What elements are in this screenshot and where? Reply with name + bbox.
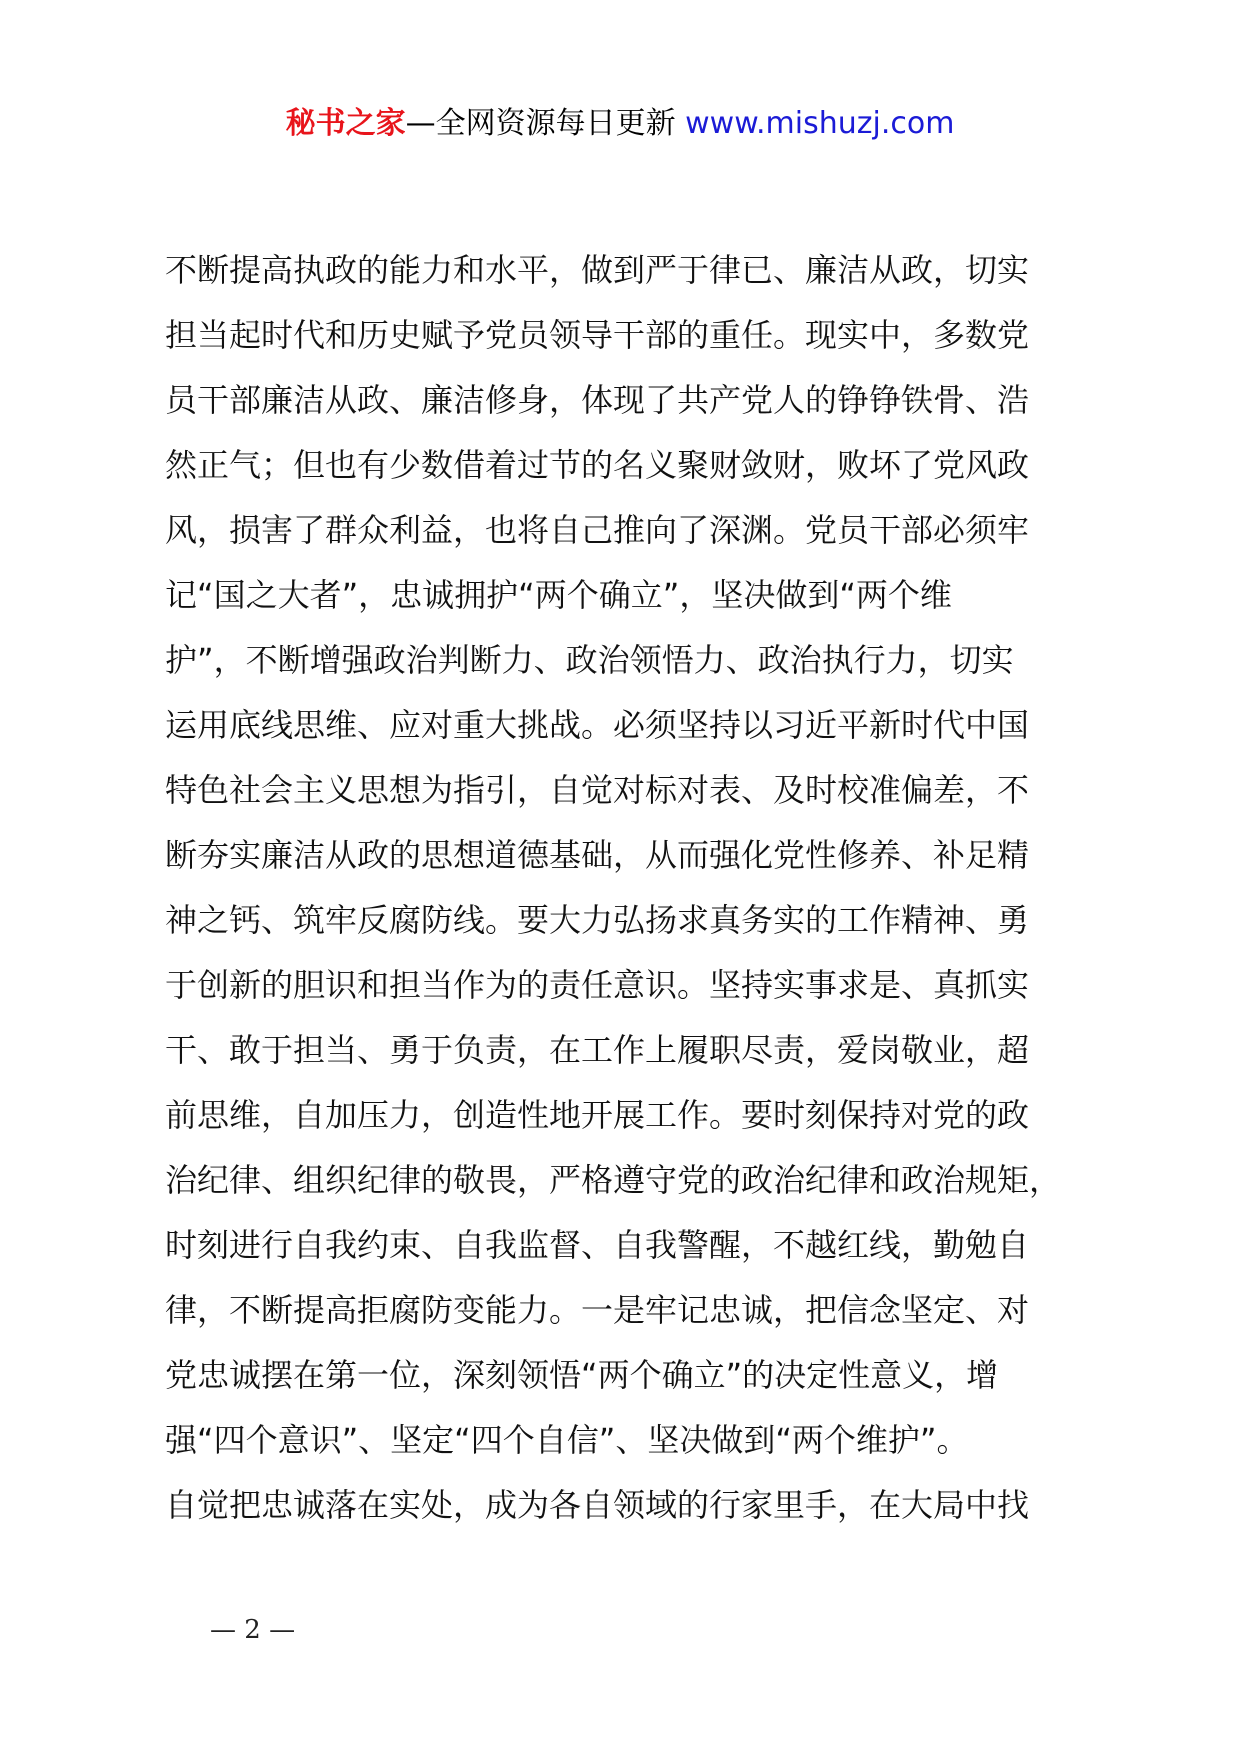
- header-tagline: —全网资源每日更新: [405, 106, 676, 141]
- page-number: — 2 —: [210, 1615, 296, 1645]
- text-line: 神之钙、筑牢反腐防线。要大力弘扬求真务实的工作精神、勇: [165, 901, 1030, 939]
- text-line: 强“四个意识”、坚定“四个自信”、坚决做到“两个维护”。: [165, 1421, 969, 1459]
- text-line: 运用底线思维、应对重大挑战。必须坚持以习近平新时代中国: [165, 706, 1030, 744]
- text-line: 风，损害了群众利益，也将自己推向了深渊。党员干部必须牢: [165, 511, 1030, 549]
- text-line: 不断提高执政的能力和水平，做到严于律已、廉洁从政，切实: [165, 251, 1030, 289]
- text-line: 自觉把忠诚落在实处，成为各自领域的行家里手，在大局中找: [165, 1486, 1030, 1524]
- text-line: 护”，不断增强政治判断力、政治领悟力、政治执行力，切实: [165, 641, 1014, 679]
- text-line: 前思维，自加压力，创造性地开展工作。要时刻保持对党的政: [165, 1096, 1030, 1134]
- text-line: 担当起时代和历史赋予党员领导干部的重任。现实中，多数党: [165, 316, 1030, 354]
- text-line: 员干部廉洁从政、廉洁修身，体现了共产党人的铮铮铁骨、浩: [165, 381, 1030, 419]
- text-line: 然正气；但也有少数借着过节的名义聚财敛财，败坏了党风政: [165, 446, 1030, 484]
- text-line: 干、敢于担当、勇于负责，在工作上履职尽责，爱岗敬业，超: [165, 1031, 1030, 1069]
- website-link[interactable]: www.mishuzj.com: [685, 106, 955, 141]
- body-paragraph: [165, 238, 1115, 1538]
- text-line: 时刻进行自我约束、自我监督、自我警醒，不越红线，勤勉自: [165, 1226, 1030, 1264]
- text-line: 律，不断提高拒腐防变能力。一是牢记忠诚，把信念坚定、对: [165, 1291, 1030, 1329]
- page-header: [0, 100, 1240, 148]
- text-line: 特色社会主义思想为指引，自觉对标对表、及时校准偏差，不: [165, 771, 1030, 809]
- brand-name: 秘书之家: [285, 106, 406, 141]
- text-line: 治纪律、组织纪律的敬畏，严格遵守党的政治纪律和政治规矩，: [165, 1161, 1062, 1199]
- text-line: 断夯实廉洁从政的思想道德基础，从而强化党性修养、补足精: [165, 836, 1030, 874]
- text-line: 记“国之大者”，忠诚拥护“两个确立”，坚决做到“两个维: [165, 576, 952, 614]
- text-line: 党忠诚摆在第一位，深刻领悟“两个确立”的决定性意义，增: [165, 1356, 999, 1394]
- text-line: 于创新的胆识和担当作为的责任意识。坚持实事求是、真抓实: [165, 966, 1030, 1004]
